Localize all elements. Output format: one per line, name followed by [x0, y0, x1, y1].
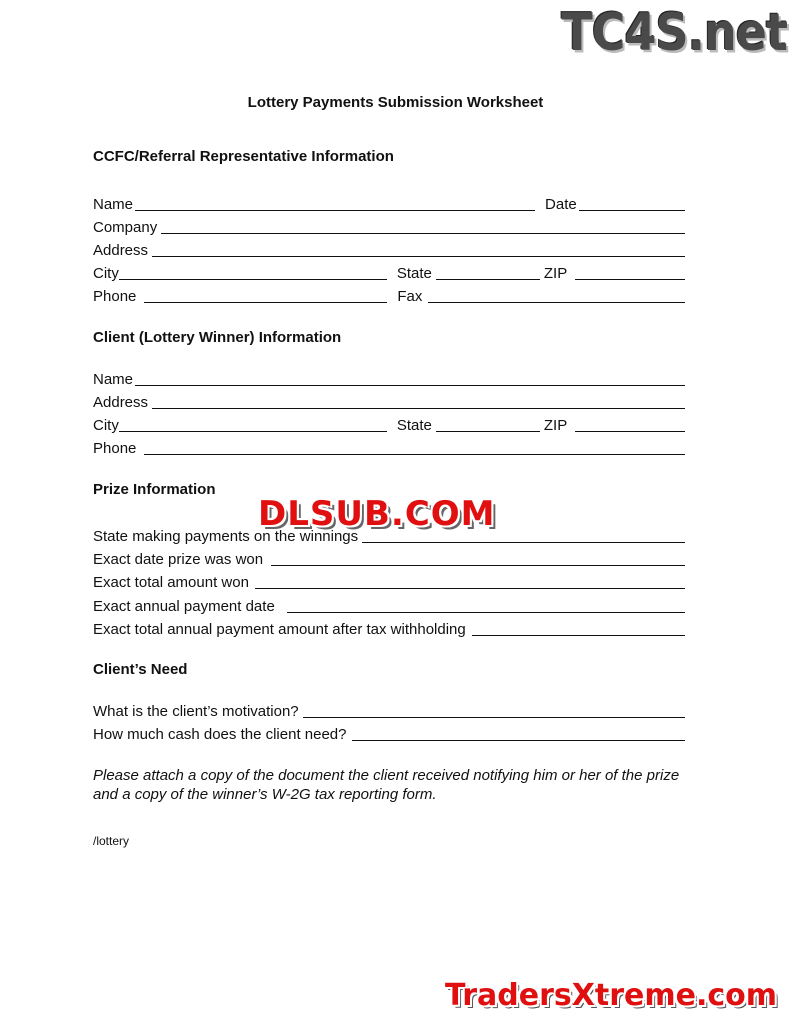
prize-annual-amount-label: Exact total annual payment amount after tax withholding: [93, 621, 466, 638]
rep-zip-label: ZIP: [543, 265, 568, 282]
prize-annual-date-row: [93, 594, 685, 616]
client-state-label: State: [396, 417, 432, 434]
client-address-row: [93, 390, 685, 412]
rep-name-field[interactable]: [135, 210, 535, 211]
client-name-row: [93, 367, 685, 389]
prize-date-row: [93, 547, 685, 569]
client-name-label: Name: [93, 371, 134, 388]
prize-total-field[interactable]: [255, 588, 685, 589]
client-zip-field[interactable]: [575, 431, 685, 432]
watermark-tradersxtreme: TradersXtreme.com: [445, 978, 777, 1013]
rep-date-field[interactable]: [579, 210, 685, 211]
prize-total-label: Exact total amount won: [93, 574, 249, 591]
rep-name-label: Name: [93, 196, 134, 213]
page-title: Lottery Payments Submission Worksheet: [247, 94, 544, 111]
rep-state-field[interactable]: [436, 279, 540, 280]
section-heading-need: Client’s Need: [93, 661, 188, 678]
client-phone-label: Phone: [93, 440, 137, 457]
prize-total-row: [93, 570, 685, 592]
footer-path: /lottery: [93, 834, 130, 848]
client-phone-row: [93, 436, 685, 458]
client-state-field[interactable]: [436, 431, 540, 432]
section-heading-prize: Prize Information: [93, 481, 216, 498]
prize-annual-date-field[interactable]: [287, 612, 685, 613]
rep-address-row: [93, 238, 685, 260]
client-address-field[interactable]: [152, 408, 685, 409]
rep-company-label: Company: [93, 219, 158, 236]
need-motivation-field[interactable]: [303, 717, 685, 718]
rep-city-field[interactable]: [119, 279, 387, 280]
watermark-tc4s: TC4S.net: [561, 2, 787, 63]
rep-phone-label: Phone: [93, 288, 137, 305]
section-heading-client: Client (Lottery Winner) Information: [93, 329, 342, 346]
rep-city-row: [93, 261, 685, 283]
need-cash-row: [93, 722, 685, 744]
rep-phone-field[interactable]: [144, 302, 387, 303]
rep-phone-row: [93, 284, 685, 306]
prize-annual-amount-field[interactable]: [472, 635, 685, 636]
client-city-label: City: [93, 417, 119, 434]
rep-address-field[interactable]: [152, 256, 685, 257]
rep-address-label: Address: [93, 242, 149, 259]
prize-annual-amount-row: [93, 617, 685, 639]
client-phone-field[interactable]: [144, 454, 685, 455]
client-name-field[interactable]: [135, 385, 685, 386]
rep-name-row: [93, 192, 685, 214]
need-motivation-label: What is the client’s motivation?: [93, 703, 299, 720]
rep-fax-field[interactable]: [428, 302, 685, 303]
prize-date-label: Exact date prize was won: [93, 551, 264, 568]
rep-date-label: Date: [545, 196, 577, 213]
client-city-field[interactable]: [119, 431, 387, 432]
rep-company-row: [93, 215, 685, 237]
prize-annual-date-label: Exact annual payment date: [93, 598, 275, 615]
prize-state-label: State making payments on the winnings: [93, 528, 359, 545]
prize-date-field[interactable]: [271, 565, 685, 566]
attachment-note: Please attach a copy of the document the client received notifying him or her of the prize and a copy of the winner’s W-2G tax reporting form.: [93, 767, 680, 803]
need-cash-field[interactable]: [352, 740, 685, 741]
need-motivation-row: [93, 699, 685, 721]
rep-fax-label: Fax: [397, 288, 423, 305]
rep-company-field[interactable]: [161, 233, 685, 234]
rep-city-label: City: [93, 265, 119, 282]
client-address-label: Address: [93, 394, 149, 411]
prize-state-field[interactable]: [362, 542, 685, 543]
watermark-dlsub: DLSUB.COM: [258, 494, 496, 534]
rep-zip-field[interactable]: [575, 279, 685, 280]
rep-state-label: State: [396, 265, 432, 282]
section-heading-representative: CCFC/Referral Representative Information: [93, 148, 394, 165]
client-zip-label: ZIP: [543, 417, 568, 434]
client-city-row: [93, 413, 685, 435]
need-cash-label: How much cash does the client need?: [93, 726, 347, 743]
